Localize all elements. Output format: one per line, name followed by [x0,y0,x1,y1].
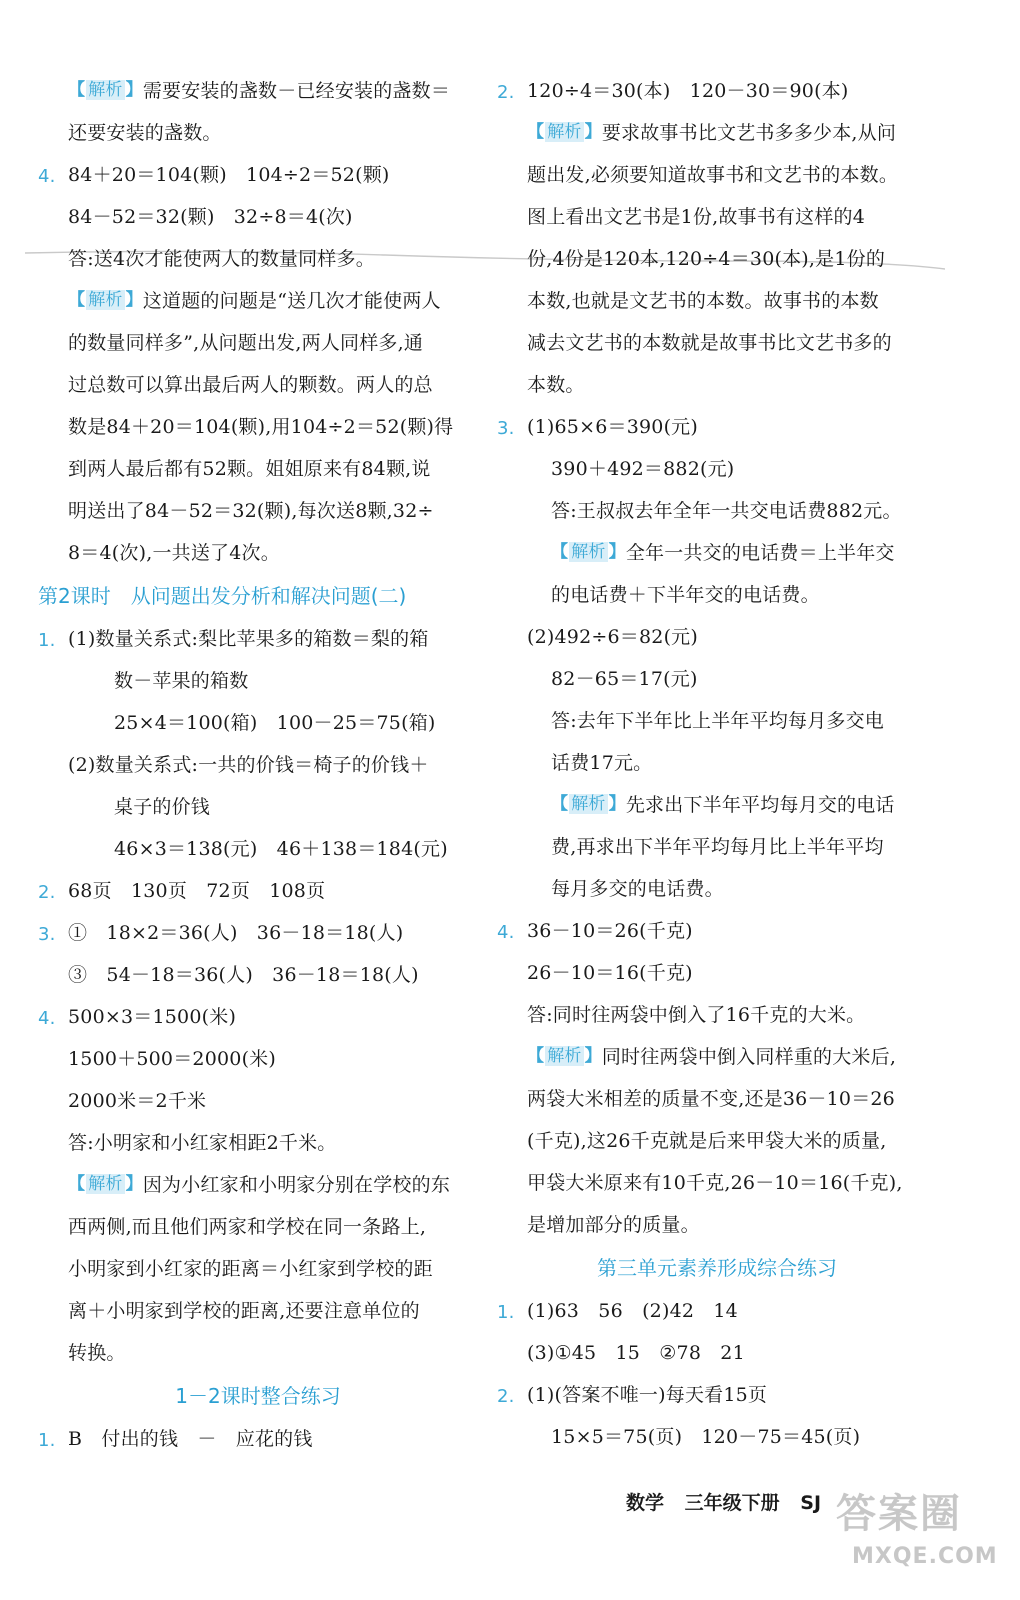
answer-line [497,994,937,1036]
line-text: 答:去年下半年比上半年平均每月多交电 [551,710,885,732]
line-text: 数－苹果的箱数 [114,670,249,692]
question-number: 1. [497,1302,515,1323]
line-text: 因为小红家和小明家分别在学校的东 [142,1174,451,1196]
section-title: 第2课时 从问题出发分析和解决问题(二) [38,584,407,608]
answer-line [38,364,478,406]
answer-line [38,1122,478,1164]
answer-line [38,1248,478,1290]
line-text: 36－10＝26(千克) [527,920,693,942]
line-text: ① 18×2＝36(人) 36－18＝18(人) [68,922,404,944]
section-title: 第三单元素养形成综合练习 [597,1256,837,1280]
answer-line [497,154,937,196]
line-text: 答:送4次才能使两人的数量同样多。 [68,248,375,270]
line-text: 两袋大米相差的质量不变,还是36－10＝26 [527,1088,895,1110]
answer-line [38,196,478,238]
line-text: 过总数可以算出最后两人的颗数。两人的总 [68,374,433,396]
watermark-logo-text: 答案圈 [836,1491,962,1537]
section-title: 1－2课时整合练习 [175,1384,341,1408]
watermark-site: MXQE.COM [852,1544,998,1569]
footer-subject: 数学 [626,1492,665,1514]
answer-line [497,1078,937,1120]
line-text: (2)数量关系式:一共的价钱＝椅子的价钱＋ [68,754,429,776]
question-line [38,1418,478,1460]
analysis-tag: 【 解析 】 [527,122,602,142]
answer-line [497,1416,937,1458]
question-line [38,618,478,660]
question-number: 3. [38,924,56,945]
answer-line [38,1038,478,1080]
line-text: 每月多交的电话费。 [551,878,724,900]
answer-line [38,1206,478,1248]
line-text: (3)①45 15 ②78 21 [527,1342,745,1364]
line-text: 需要安装的盏数－已经安装的盏数＝ [142,80,451,102]
line-text: 还要安装的盏数。 [68,122,222,144]
answer-line [497,742,937,784]
answer-line [497,238,937,280]
answer-line [497,574,937,616]
answer-line [497,952,937,994]
question-line [38,996,478,1038]
answer-line [38,1080,478,1122]
line-text: (1)65×6＝390(元) [527,416,698,438]
line-text: 390＋492＝882(元) [551,458,735,480]
analysis-tag-label: 解析 [547,1046,582,1066]
answer-line [38,954,478,996]
answer-line [497,490,937,532]
analysis-line [497,1036,937,1078]
analysis-tag: 【 解析 】 [68,290,143,310]
answer-line [38,238,478,280]
analysis-tag: 【 解析 】 [551,542,626,562]
question-number: 4. [38,1008,56,1029]
answer-line [497,1332,937,1374]
line-text: 数是84＋20＝104(颗),用104÷2＝52(颗)得 [68,416,454,438]
answer-line [497,616,937,658]
answer-line [38,660,478,702]
analysis-tag-label: 解析 [88,1174,123,1194]
question-line [497,1374,937,1416]
answer-line [497,448,937,490]
analysis-tag: 【 解析 】 [68,80,143,100]
line-text: 82－65＝17(元) [551,668,698,690]
line-text: 西两侧,而且他们两家和学校在同一条路上, [68,1216,427,1238]
line-text: 500×3＝1500(米) [68,1006,237,1028]
footer-edition: SJ [800,1492,822,1514]
question-number: 3. [497,418,515,439]
page-footer [626,1488,835,1515]
line-text: 本数。 [527,374,585,396]
answer-line [38,786,478,828]
analysis-line [497,532,937,574]
watermark-logo [830,1480,1000,1590]
line-text: 120÷4＝30(本) 120－30＝90(本) [527,80,849,102]
answer-line [497,826,937,868]
right-column [497,70,937,1458]
line-text: (2)492÷6＝82(元) [527,626,698,648]
line-text: 2000米＝2千米 [68,1090,207,1112]
question-line [497,910,937,952]
line-text: 减去文艺书的本数就是故事书比文艺书多的 [527,332,892,354]
line-text: 费,再求出下半年平均每月比上半年平均 [551,836,884,858]
answer-line [497,868,937,910]
answer-line [38,490,478,532]
line-text: 甲袋大米原来有10千克,26－10＝16(千克), [527,1172,903,1194]
line-text: 份,4份是120本,120÷4＝30(本),是1份的 [527,248,886,270]
analysis-tag-label: 解析 [88,290,123,310]
line-text: 68页 130页 72页 108页 [68,880,326,902]
line-text: 图上看出文艺书是1份,故事书有这样的4 [527,206,866,228]
line-text: (1)63 56 (2)42 14 [527,1300,738,1322]
line-text: 1500＋500＝2000(米) [68,1048,276,1070]
line-text: 26－10＝16(千克) [527,962,693,984]
answer-line [38,322,478,364]
line-text: 25×4＝100(箱) 100－25＝75(箱) [114,712,436,734]
question-number: 2. [497,1386,515,1407]
analysis-line [38,70,478,112]
analysis-tag-label: 解析 [88,80,123,100]
line-text: 答:同时往两袋中倒入了16千克的大米。 [527,1004,866,1026]
question-line [38,154,478,196]
answer-line [38,532,478,574]
answer-line [497,1204,937,1246]
answer-line [497,196,937,238]
question-number: 4. [497,922,515,943]
answer-line [38,406,478,448]
footer-grade: 三年级下册 [684,1492,780,1514]
analysis-tag-label: 解析 [571,794,606,814]
line-text: 是增加部分的质量。 [527,1214,700,1236]
line-text: 84＋20＝104(颗) 104÷2＝52(颗) [68,164,390,186]
question-number: 4. [38,166,56,187]
analysis-tag-label: 解析 [571,542,606,562]
analysis-tag: 【 解析 】 [68,1174,143,1194]
analysis-tag-label: 解析 [547,122,582,142]
question-number: 1. [38,630,56,651]
line-text: 小明家到小红家的距离＝小红家到学校的距 [68,1258,433,1280]
line-text: 要求故事书比文艺书多多少本,从问 [601,122,897,144]
line-text: 8＝4(次),一共送了4次。 [68,542,280,564]
line-text: 的数量同样多”,从问题出发,两人同样多,通 [68,332,424,354]
line-text: 本数,也就是文艺书的本数。故事书的本数 [527,290,879,312]
answer-line [38,1290,478,1332]
line-text: 明送出了84－52＝32(颗),每次送8颗,32÷ [68,500,434,522]
line-text: 全年一共交的电话费＝上半年交 [625,542,895,564]
question-number: 2. [497,82,515,103]
line-text: (千克),这26千克就是后来甲袋大米的质量, [527,1130,887,1152]
line-text: 话费17元。 [551,752,653,774]
line-text: 这道题的问题是“送几次才能使两人 [142,290,441,312]
answer-line [497,1120,937,1162]
line-text: 题出发,必须要知道故事书和文艺书的本数。 [527,164,899,186]
analysis-line [497,112,937,154]
answer-line [38,702,478,744]
analysis-line [38,1164,478,1206]
analysis-line [38,280,478,322]
analysis-tag: 【 解析 】 [527,1046,602,1066]
answer-line [497,1162,937,1204]
answer-line [497,364,937,406]
line-text: 桌子的价钱 [114,796,211,818]
line-text: ③ 54－18＝36(人) 36－18＝18(人) [68,964,419,986]
line-text: 转换。 [68,1342,126,1364]
left-column [38,70,478,1460]
answer-line [38,1332,478,1374]
question-number: 1. [38,1430,56,1451]
question-line [497,70,937,112]
line-text: 到两人最后都有52颗。姐姐原来有84颗,说 [68,458,431,480]
answer-line [38,744,478,786]
answer-line [38,828,478,870]
line-text: B 付出的钱 － 应花的钱 [68,1428,313,1450]
line-text: 答:小明家和小红家相距2千米。 [68,1132,337,1154]
question-line [38,912,478,954]
line-text: 离＋小明家到学校的距离,还要注意单位的 [68,1300,420,1322]
answer-line [497,700,937,742]
analysis-line [497,784,937,826]
question-line [497,406,937,448]
answer-line [497,280,937,322]
line-text: (1)(答案不唯一)每天看15页 [527,1384,768,1406]
line-text: 84－52＝32(颗) 32÷8＝4(次) [68,206,353,228]
analysis-tag: 【 解析 】 [551,794,626,814]
line-text: 15×5＝75(页) 120－75＝45(页) [551,1426,861,1448]
question-number: 2. [38,882,56,903]
answer-line [38,112,478,154]
line-text: 46×3＝138(元) 46＋138＝184(元) [114,838,448,860]
answer-line [497,322,937,364]
line-text: 答:王叔叔去年全年一共交电话费882元。 [551,500,902,522]
answer-line [38,448,478,490]
line-text: (1)数量关系式:梨比苹果多的箱数＝梨的箱 [68,628,429,650]
line-text: 同时往两袋中倒入同样重的大米后, [601,1046,897,1068]
answer-line [497,658,937,700]
question-line [38,870,478,912]
question-line [497,1290,937,1332]
line-text: 先求出下半年平均每月交的电话 [625,794,895,816]
line-text: 的电话费＋下半年交的电话费。 [551,584,820,606]
